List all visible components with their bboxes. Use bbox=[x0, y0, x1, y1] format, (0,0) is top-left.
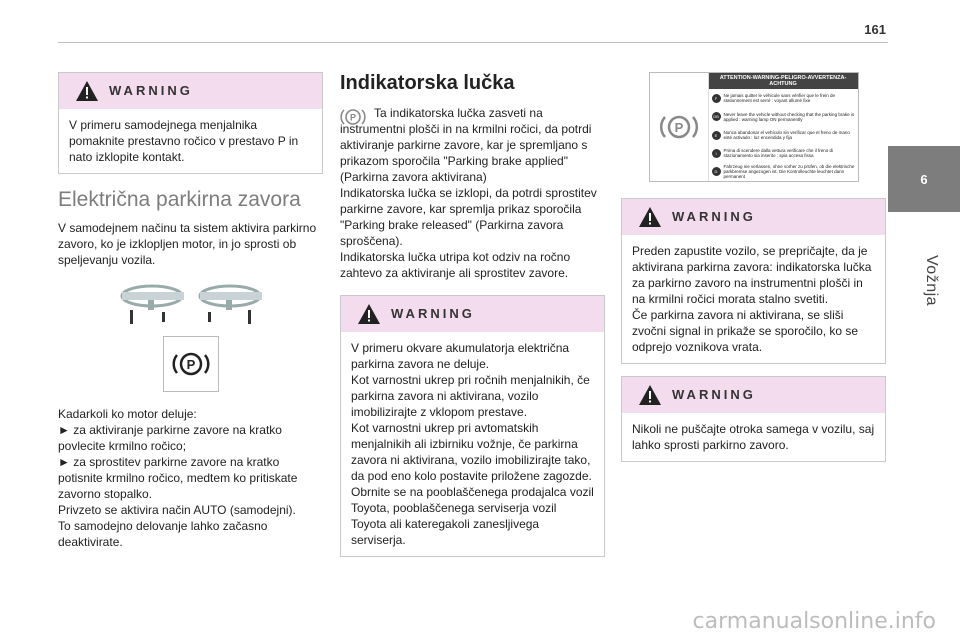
label-line: Fahrzeug nie verlassen, ohne vorher zu prüfen, ob die elektrische parkbremse angezogen ist. Die Kontrolleuchte leuchtet dann permanent bbox=[723, 164, 855, 180]
warning-text: Nikoli ne puščajte otroka samega v vozilu, saj lahko sprosti parkirno zavoro. bbox=[632, 422, 875, 452]
warning-label: WARNING bbox=[109, 83, 193, 98]
epb-line-3: ► za sprostitev parkirne zavore na kratko potisnite krmilno ročico, medtem ko pritiskate zavorno stopalko. bbox=[58, 455, 298, 501]
section-title-indicator: Indikatorska lučka bbox=[340, 72, 515, 94]
epb-line-2: ► za aktiviranje parkirne zavore na kratko povlecite krmilno ročico; bbox=[58, 423, 282, 453]
warning-label-image bbox=[649, 72, 859, 182]
indicator-text-2: Indikatorska lučka se izklopi, da potrdi sprostitev parkirne zavore, kar spremlja prikaz sporočila "Parking brake released" (Parkirna zavora sproščena). bbox=[340, 186, 597, 248]
warning-label: WARNING bbox=[672, 387, 756, 402]
section-title-epb: Električna parkirna zavora bbox=[58, 188, 301, 211]
epb-intro: V samodejnem načinu ta sistem aktivira parkirno zavoro, ko je izklopljen motor, in jo sprosti ob speljevanju vozila. bbox=[58, 221, 317, 267]
warning-label: WARNING bbox=[391, 306, 475, 321]
svg-text:P: P bbox=[186, 357, 195, 372]
warning-header bbox=[59, 73, 322, 109]
warning-triangle-icon bbox=[638, 384, 662, 406]
warning-header bbox=[341, 296, 604, 332]
warning-box-1 bbox=[58, 72, 323, 174]
page-number: 161 bbox=[864, 22, 886, 37]
parking-brake-indicator-image bbox=[163, 336, 219, 392]
column-left bbox=[58, 72, 323, 550]
warning-text-line-2: Če parkirna zavora ni aktivirana, se sliši zvočni signal in prikaže se sporočilo, ko se odprejo voznikova vrata. bbox=[632, 308, 859, 354]
column-right bbox=[621, 72, 886, 462]
epb-line-5: To samodejno delovanje lahko začasno deaktivirate. bbox=[58, 519, 268, 549]
lang-code: E bbox=[712, 131, 721, 140]
svg-text:P: P bbox=[674, 120, 683, 135]
warning-text-line-4: Obrnite se na pooblaščenega prodajalca vozil Toyota, pooblaščenega serviserja vozil Toyota ali kateregakoli zanesljivega serviserja. bbox=[351, 485, 594, 547]
warning-text-line-1: V primeru okvare akumulatorja električna parkirna zavora ne deluje. bbox=[351, 341, 570, 371]
chapter-tab[interactable]: 6 bbox=[888, 146, 960, 212]
chapter-title: Vožnja bbox=[923, 255, 940, 307]
epb-line-1: Kadarkoli ko motor deluje: bbox=[58, 407, 197, 421]
watermark: carmanualsonline.info bbox=[692, 609, 936, 634]
warning-box-2 bbox=[340, 295, 605, 557]
label-image-header: ATTENTION-WARNING-PELIGRO-AVVERTENZA-ACHTUNG bbox=[709, 73, 858, 89]
steering-wheel-pull-icon bbox=[116, 282, 188, 326]
lang-code: F bbox=[712, 94, 721, 103]
lang-code: GB bbox=[713, 114, 719, 120]
label-line: Ne jamais quitter le véhicule sans vérifier que le frein de stationnement est serré : voyant allumé fixe bbox=[723, 93, 836, 104]
lang-code: I bbox=[712, 149, 721, 158]
warning-triangle-icon bbox=[75, 80, 99, 102]
label-line: Never leave the vehicle without checking that the parking brake is applied : warning lamp ON permanently bbox=[723, 111, 855, 122]
warning-triangle-icon bbox=[357, 303, 381, 325]
steering-wheel-push-icon bbox=[194, 282, 266, 326]
warning-text: V primeru samodejnega menjalnika pomaknite prestavno ročico v prestavo P in nato izklopite kontakt. bbox=[69, 118, 299, 164]
warning-text-line-1: Preden zapustite vozilo, se prepričajte, da je aktivirana parkirna zavora: indikatorska lučka za parkirno zavoro na instrumentni plošči in na krmilni ročici morata stalno svetiti. bbox=[632, 244, 872, 306]
label-line: Prima di scendere dalla vettura verificare che il freno di stazionamento sia inserito : spia accesa fissa bbox=[723, 148, 834, 159]
warning-triangle-icon bbox=[638, 206, 662, 228]
lang-code: D bbox=[712, 167, 721, 176]
warning-text-line-2: Kot varnostni ukrep pri ročnih menjalnikih, če parkirna zavora ni aktivirana, vozilo imobilizirajte z vklopom prestave. bbox=[351, 373, 590, 419]
warning-box-4 bbox=[621, 376, 886, 462]
parking-brake-icon bbox=[171, 349, 211, 379]
indicator-text-3: Indikatorska lučka utripa kot odziv na ročno zahtevo za aktiviranje ali sprostitev zavore. bbox=[340, 250, 571, 280]
warning-box-3 bbox=[621, 198, 886, 364]
warning-header bbox=[622, 199, 885, 235]
warning-text-line-3: Kot varnostni ukrep pri avtomatskih menjalnikih ali izbirniku vožnje, če parkirna zavora ni aktivirana, vozilo imobilizirajte tako, da pod eno kolo postavite priložene zagozde. bbox=[351, 421, 592, 483]
column-middle bbox=[340, 72, 605, 557]
warning-label: WARNING bbox=[672, 209, 756, 224]
header-rule bbox=[58, 42, 888, 43]
svg-text:P: P bbox=[349, 112, 357, 123]
steering-control-illustration bbox=[58, 282, 323, 326]
indicator-text-1: Ta indikatorska lučka zasveti na instrumentni plošči in na krmilni ročici, da potrdi aktiviranje parkirne zavore, kar je spremljano s prikazom sporočila "Parking brake applied" (Parkirna zavora aktivirana) bbox=[340, 106, 592, 184]
epb-line-4: Privzeto se aktivira način AUTO (samodejni). bbox=[58, 503, 296, 517]
warning-header bbox=[622, 377, 885, 413]
parking-brake-icon bbox=[657, 110, 701, 144]
label-line: Nunca abandonar el vehículo sin verificar que el freno de mano esté activado : luz encendida y fija bbox=[723, 130, 850, 141]
